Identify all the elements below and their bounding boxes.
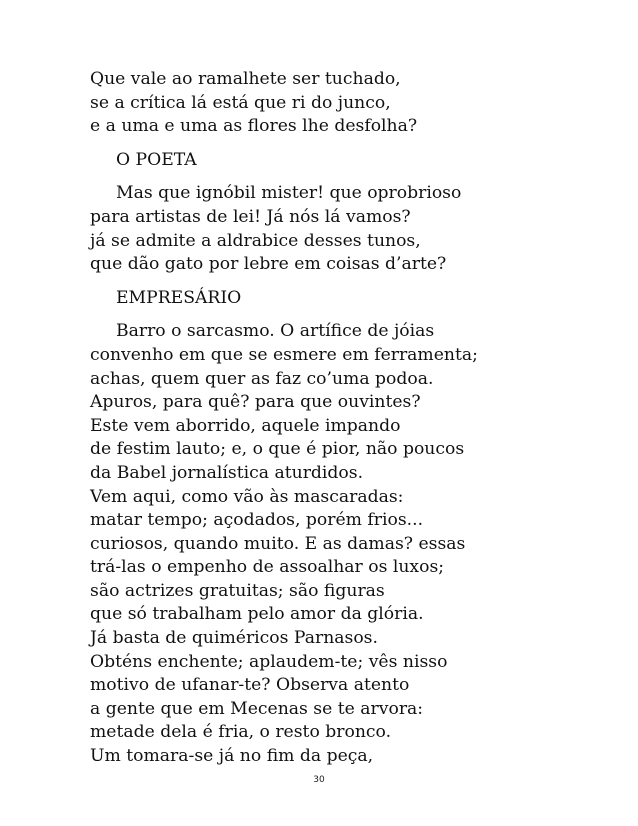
verse-line: já se admite a aldrabice desses tunos,	[90, 230, 421, 251]
verse-line: e a uma e uma as flores lhe desfolha?	[90, 116, 418, 137]
verse-line: metade dela é fria, o resto bronco.	[90, 722, 392, 743]
verse-line: da Babel jornalística aturdidos.	[90, 462, 364, 483]
verse-line: Mas que ignóbil mister! que oprobrioso	[116, 183, 462, 204]
verse-line: se a crítica lá está que ri do junco,	[90, 92, 391, 113]
speaker-name-poeta: O POETA	[116, 149, 197, 170]
verse-line: a gente que em Mecenas se te arvora:	[90, 698, 424, 719]
verse-line: Apuros, para quê? para que ouvintes?	[90, 392, 421, 413]
verse-line: que dão gato por lebre em coisas d’arte?	[90, 254, 447, 275]
verse-line: Vem aqui, como vão às mascaradas:	[90, 486, 404, 507]
verse-line: são actrizes gratuitas; são figuras	[90, 580, 385, 601]
verse-block-opening	[90, 68, 570, 139]
verse-block-empresario	[90, 320, 570, 768]
verse-line: curiosos, quando muito. E as damas? essas	[90, 533, 466, 554]
verse-line: Obténs enchente; aplaudem-te; vês nisso	[90, 651, 448, 672]
verse-line: para artistas de lei! Já nós lá vamos?	[90, 206, 411, 227]
verse-line: trá-las o empenho de assoalhar os luxos;	[90, 557, 445, 578]
verse-line: achas, quem quer as faz co’uma podoa.	[90, 368, 434, 389]
verse-block-poeta	[90, 182, 570, 276]
verse-line: motivo de ufanar-te? Observa atento	[90, 675, 410, 696]
verse-line: Barro o sarcasmo. O artífice de jóias	[116, 321, 435, 342]
verse-line: convenho em que se esmere em ferramenta;	[90, 344, 478, 365]
page-number: 30	[313, 775, 325, 785]
verse-line: Este vem aborrido, aquele impando	[90, 415, 401, 436]
verse-line: de festim lauto; e, o que é pior, não poucos	[90, 439, 465, 460]
page-body	[90, 68, 570, 769]
verse-line: que só trabalham pelo amor da glória.	[90, 604, 424, 625]
speaker-name-empresario: EMPRESÁRIO	[116, 287, 242, 308]
verse-line: Que vale ao ramalhete ser tuchado,	[90, 69, 401, 89]
verse-line: Um tomara-se já no fim da peça,	[90, 746, 374, 767]
verse-line: Já basta de quiméricos Parnasos.	[90, 628, 378, 649]
verse-line: matar tempo; açodados, porém frios...	[90, 510, 424, 531]
